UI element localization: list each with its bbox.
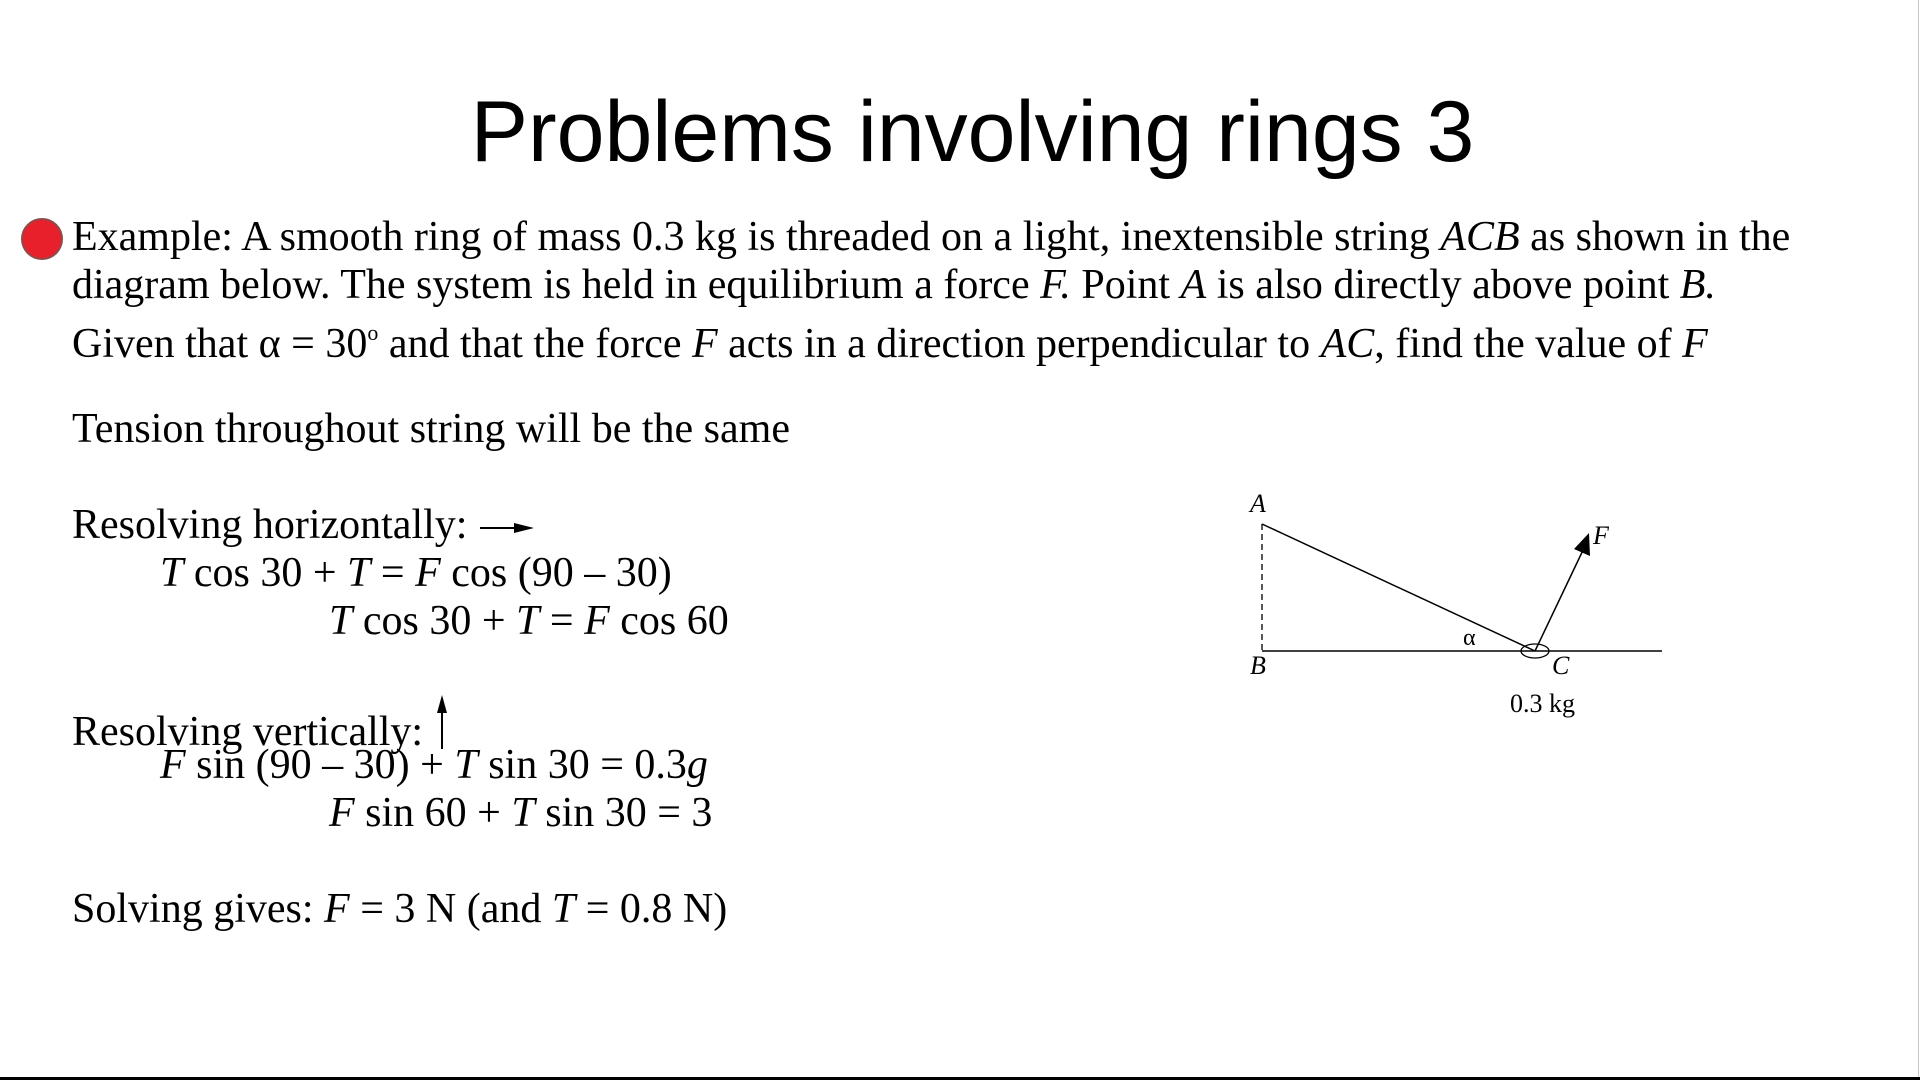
math-variable: F	[329, 790, 355, 836]
math-text: = 0.8 N)	[575, 886, 728, 932]
math-text: sin (90 – 30) +	[185, 742, 455, 788]
label-alpha: α	[1463, 625, 1476, 651]
resolving-vertically-line: Resolving vertically:	[72, 693, 1872, 741]
problem-line-3: Given that $\alpha = 30^o$ and that the force F acts in a direction perpendicular to AC, find the value of F	[72, 320, 1708, 367]
math-variable: T	[551, 886, 576, 932]
math-variable: g	[686, 742, 708, 788]
math-variable: T	[516, 598, 540, 644]
red-bullet-icon	[21, 218, 63, 260]
string-segment-ac	[1262, 524, 1535, 651]
math-text: sin 60 +	[354, 790, 512, 836]
math-text: cos 60	[609, 598, 729, 644]
slide-title: Problems involving rings 3	[470, 84, 1475, 180]
solution-result	[72, 885, 1872, 933]
math-text: sin 30 = 3	[534, 790, 713, 836]
math-text: =	[539, 598, 585, 644]
problem-line-2: diagram below. The system is held in equilibrium a force F. Point A is also directly above point B.	[72, 262, 1716, 308]
math-text: cos (90 – 30)	[440, 550, 672, 596]
math-variable: T	[160, 550, 184, 596]
label-point-b: B	[1250, 651, 1266, 680]
ring-diagram	[1230, 480, 1670, 740]
math-variable: T	[454, 742, 478, 788]
label-force-f: F	[1593, 521, 1609, 550]
label-point-c: C	[1552, 651, 1570, 680]
math-text: cos 30 +	[352, 598, 517, 644]
arrow-right-icon	[478, 520, 536, 536]
problem-line-1: Example: A smooth ring of mass 0.3 kg is threaded on a light, inextensible string ACB as shown in the	[72, 214, 1791, 260]
math-text: cos 30 +	[183, 550, 348, 596]
force-f-arrow-shaft	[1535, 546, 1585, 651]
vertical-equation-1	[72, 741, 1872, 789]
math-text: = 3 N (and	[349, 886, 552, 932]
label-point-a: A	[1250, 489, 1266, 518]
math-text: Solving gives:	[72, 886, 325, 932]
math-variable: T	[329, 598, 353, 644]
math-variable: T	[347, 550, 371, 596]
math-variable: F	[324, 886, 350, 932]
label-mass: 0.3 kg	[1510, 689, 1575, 718]
math-text: =	[370, 550, 416, 596]
math-text: sin 30 = 0.3	[477, 742, 687, 788]
tension-statement: Tension throughout string will be the same	[72, 406, 790, 452]
math-variable: F	[415, 550, 441, 596]
vertical-equation-2	[72, 789, 1872, 837]
math-variable: F	[160, 742, 186, 788]
math-variable: T	[511, 790, 535, 836]
math-variable: F	[584, 598, 610, 644]
resolving-horizontally-line: Resolving horizontally:	[72, 501, 1872, 549]
